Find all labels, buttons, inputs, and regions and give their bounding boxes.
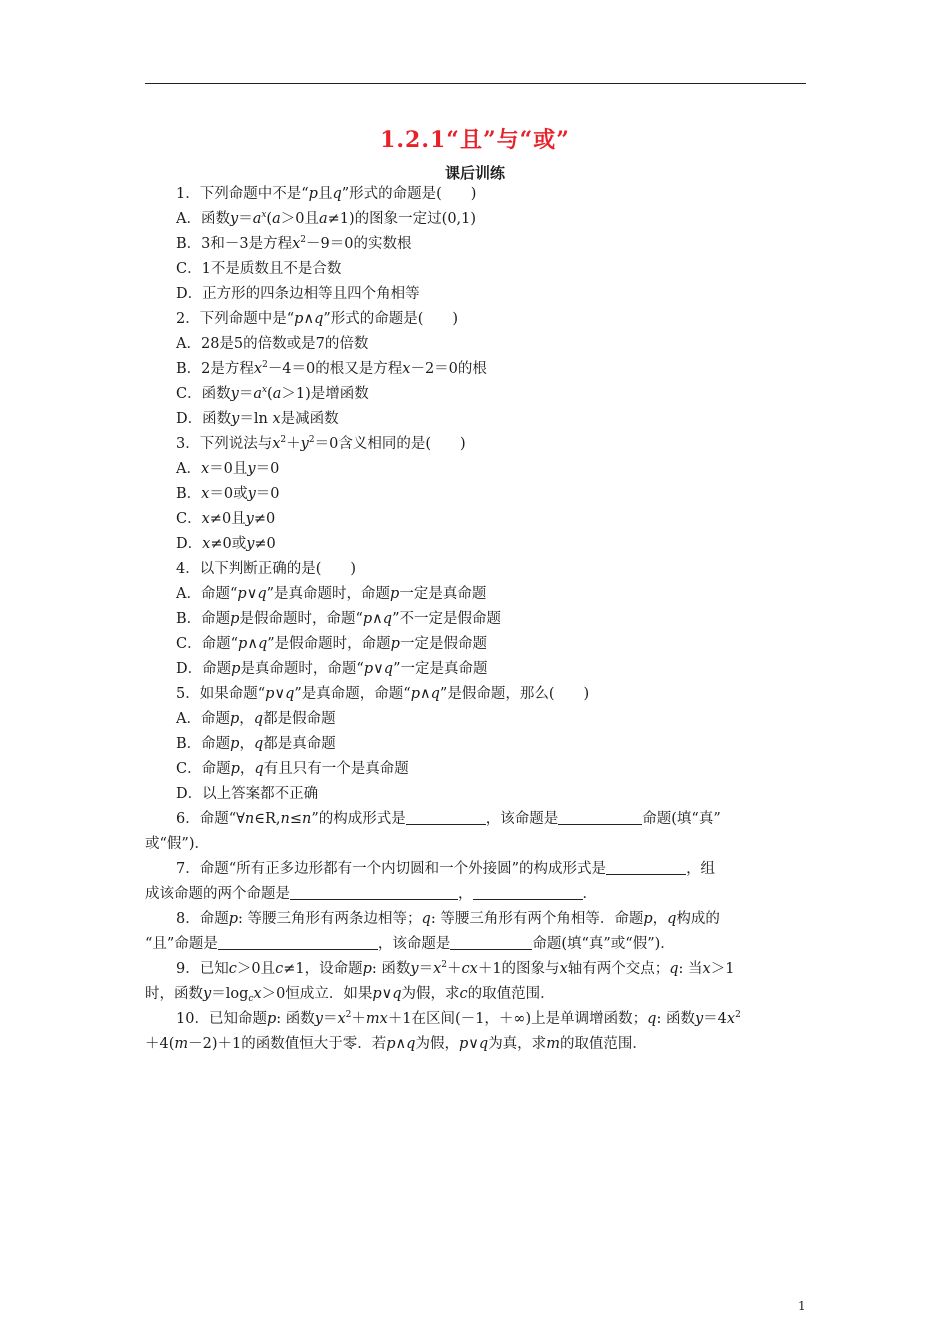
q3-stem: 3．下列说法与$x^2+y^2=0$含义相同的是( ) [176, 435, 466, 452]
q5-option-a: A．命题p，q都是假命题 [176, 711, 336, 727]
q4-option-d: D．命题p是真命题时，命题“p∨q”一定是真命题 [176, 661, 488, 677]
q4-stem: 4．以下判断正确的是( ) [176, 561, 357, 577]
header-rule [145, 83, 806, 84]
q7-line-2: 成该命题的两个命题是 ， ． [145, 886, 597, 902]
section-subtitle: 课后训练 [444, 164, 505, 182]
page-title: 1.2.1“且”与“或” [380, 127, 570, 153]
q4-option-b: B．命题p是假命题时，命题“p∧q”不一定是假命题 [176, 611, 502, 627]
answer-blank[interactable] [218, 936, 378, 950]
answer-blank[interactable] [558, 811, 642, 825]
q4-option-c: C．命题“p∧q”是假命题时，命题p一定是假命题 [176, 636, 487, 652]
q3-option-b: B．x＝0或y＝0 [176, 486, 280, 502]
q9-line-2: 时，函数$y=\log_cx>0$恒成立．如果p∨q为假，求c的取值范围． [145, 986, 555, 1004]
q5-option-d: D．以上答案都不正确 [176, 786, 319, 802]
q1-stem: 1．下列命题中不是“p且q”形式的命题是( ) [176, 186, 477, 202]
q10-line-1: 10．已知命题p: 函数$y=x^2+mx+1$在区间(－1，＋∞)上是单调增函数；q: 函数$y=4x^2$ [176, 1010, 741, 1027]
q2-option-d: D．函数y＝ln x是减函数 [176, 411, 339, 427]
q1-option-d: D．正方形的四条边相等且四个角相等 [176, 286, 420, 302]
q2-option-a: A．28是5的倍数或是7的倍数 [176, 336, 369, 352]
q3-option-d: D．x≠0或y≠0 [176, 536, 276, 552]
q4-option-a: A．命题“p∨q”是真命题时，命题p一定是真命题 [176, 586, 487, 602]
q7-line-1: 7．命题“所有正多边形都有一个内切圆和一个外接圆”的构成形式是 ，组 [176, 861, 716, 877]
answer-blank[interactable] [450, 936, 532, 950]
q10-line-2: ＋4(m－2)＋1的函数值恒大于零．若p∧q为假，p∨q为真，求m的取值范围． [145, 1036, 647, 1052]
q5-option-b: B．命题p，q都是真命题 [176, 736, 336, 752]
q5-stem: 5．如果命题“p∨q”是真命题，命题“p∧q”是假命题，那么( ) [176, 686, 590, 702]
q2-option-c: C．函数$y=a^x(a>1)$是增函数 [176, 385, 369, 402]
q8-line-1: 8．命题p: 等腰三角形有两条边相等；q: 等腰三角形有两个角相等．命题p，q构成的 [176, 911, 720, 927]
q8-line-2: “且”命题是 ，该命题是 命题(填“真”或“假”)． [145, 936, 675, 952]
q2-stem: 2．下列命题中是“p∧q”形式的命题是( ) [176, 311, 459, 327]
answer-blank[interactable] [606, 861, 686, 875]
q6-line-2: 或“假”)． [145, 836, 209, 852]
q1-option-a: A．函数$y=a^x(a>0$且a≠1)的图象一定过(0,1) [176, 210, 477, 227]
answer-blank[interactable] [473, 886, 583, 900]
q5-option-c: C．命题p，q有且只有一个是真命题 [176, 761, 409, 777]
q1-option-b: B．3和－3是方程$x^2-9=0$的实数根 [176, 235, 412, 252]
answer-blank[interactable] [290, 886, 458, 900]
q1-option-c: C．1不是质数且不是合数 [176, 261, 342, 277]
page-number: 1 [798, 1299, 806, 1313]
q2-option-b: B．2是方程$x^2-4=0$的根又是方程x－2＝0的根 [176, 360, 487, 377]
q3-option-a: A．x＝0且y＝0 [176, 461, 280, 477]
q9-line-1: 9．已知c＞0且c≠1，设命题p: 函数$y=x^2+cx+1$的图象与x轴有两个交点；q: 当x＞1 [176, 960, 735, 977]
q6-line-1: 6．命题“∀n∈R,n≤n”的构成形式是 ，该命题是 命题(填“真” [176, 811, 721, 827]
answer-blank[interactable] [406, 811, 486, 825]
q3-option-c: C．x≠0且y≠0 [176, 511, 276, 527]
